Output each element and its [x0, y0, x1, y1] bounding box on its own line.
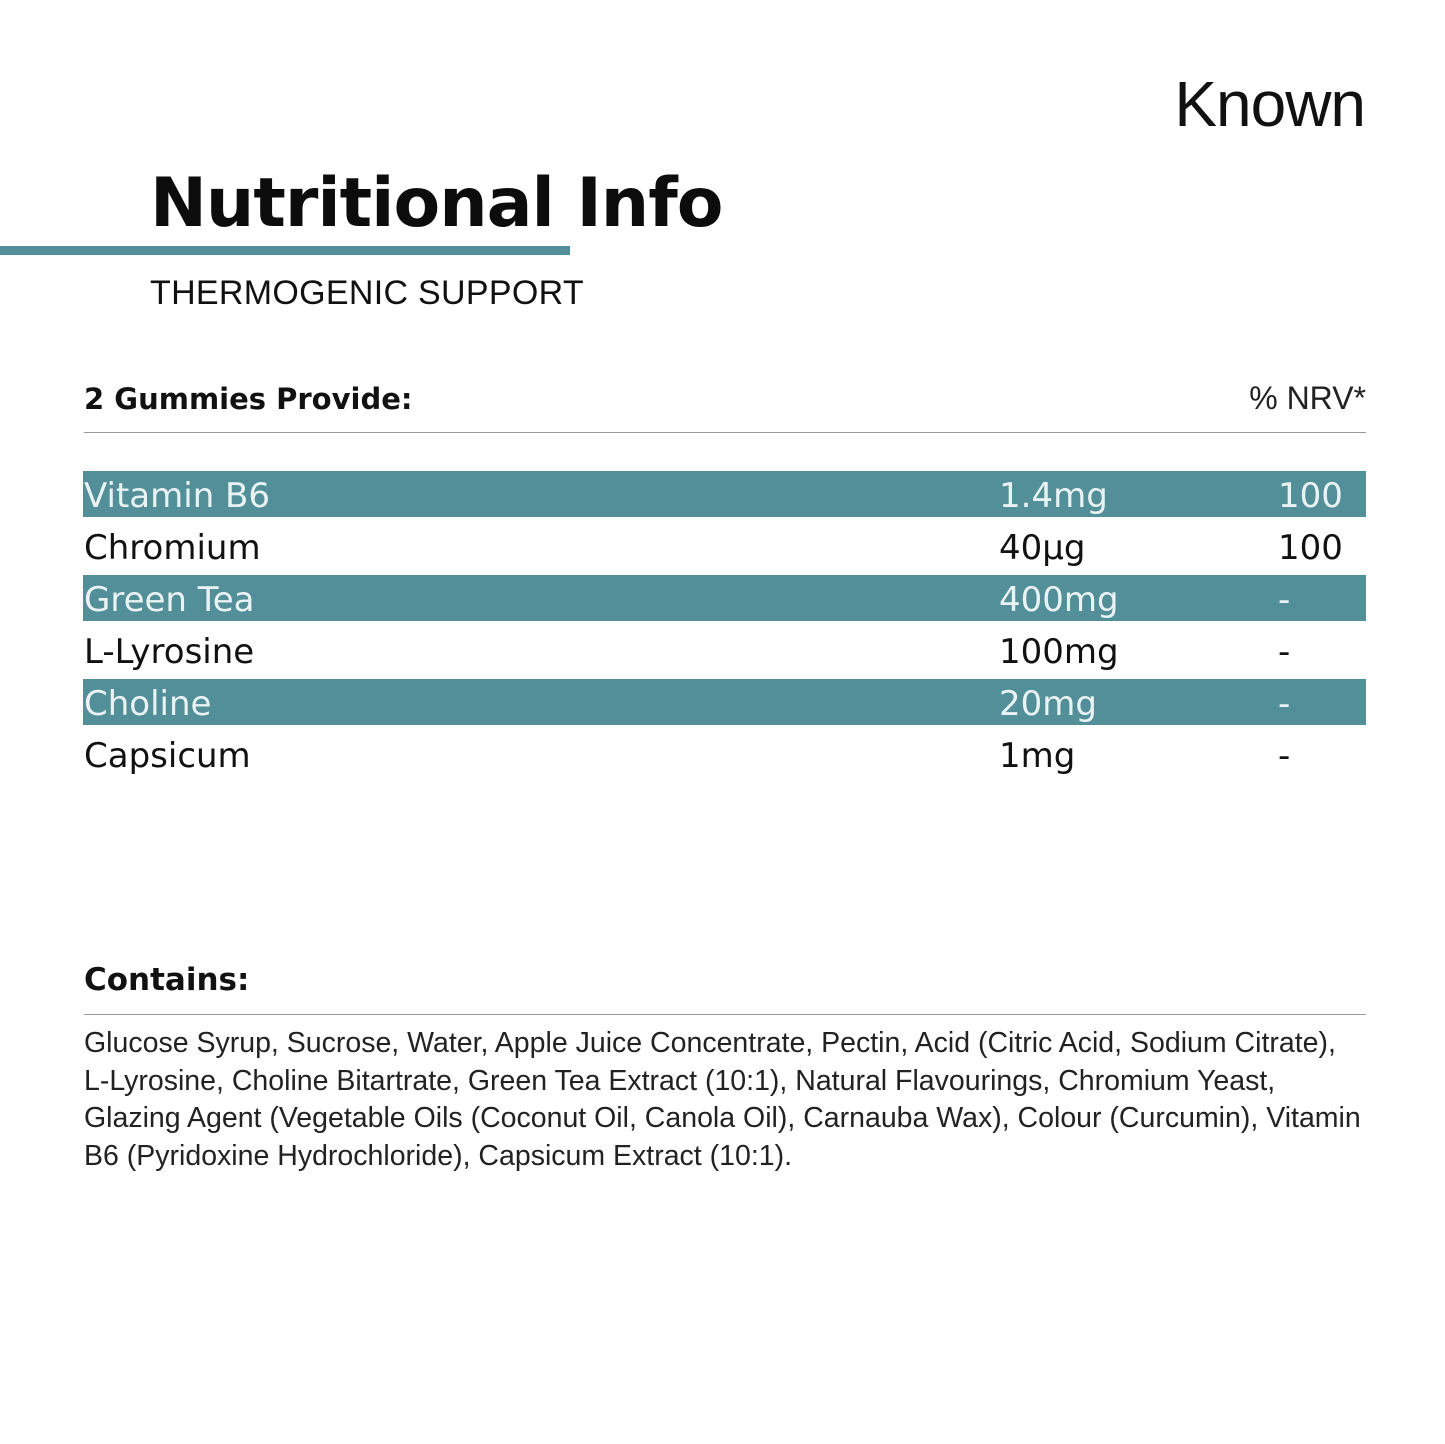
serving-label: 2 Gummies Provide: [84, 382, 413, 416]
table-row [83, 471, 1366, 517]
contains-label: Contains: [84, 962, 250, 998]
nutrient-name: Chromium [84, 528, 261, 568]
nutrient-amount: 400mg [999, 580, 1119, 620]
nutrient-amount: 40µg [999, 528, 1086, 568]
nutrient-amount: 1.4mg [999, 476, 1108, 516]
nutrient-amount: 100mg [999, 632, 1119, 672]
nutrient-amount: 20mg [999, 684, 1097, 724]
nutrition-table [83, 471, 1366, 783]
nutrient-name: Green Tea [84, 580, 255, 620]
table-row [83, 523, 1366, 569]
nutrient-nrv: - [1278, 736, 1291, 776]
nutrient-name: L-Lyrosine [84, 632, 255, 672]
page-title: Nutritional Info [150, 164, 723, 243]
brand-logo: Known [1174, 68, 1365, 140]
nutrient-nrv: 100 [1278, 528, 1343, 568]
nutrition-table-header [84, 378, 1366, 433]
nutrient-nrv: - [1278, 632, 1291, 672]
table-row [83, 575, 1366, 621]
nutrient-name: Capsicum [84, 736, 251, 776]
title-accent-bar [0, 246, 570, 255]
product-subtitle: THERMOGENIC SUPPORT [150, 274, 584, 312]
nutrient-amount: 1mg [999, 736, 1076, 776]
table-row [83, 679, 1366, 725]
nutrient-name: Choline [84, 684, 212, 724]
ingredients-list: Glucose Syrup, Sucrose, Water, Apple Juice Concentrate, Pectin, Acid (Citric Acid, Sodium Citrate), L-Lyrosine, Choline Bitartrate, Green Tea Extract (10:1), Natural Flavourings, Chromium Yeast, Glazing Agent (Vegetable Oils (Coconut Oil, Canola Oil), Carnauba Wax), Colour (Curcumin), Vitamin B6 (Pyridoxine Hydrochloride), Capsicum Extract (10:1). [84, 1027, 1361, 1172]
table-row [83, 627, 1366, 673]
nutrient-nrv: - [1278, 684, 1291, 724]
nutrient-nrv: - [1278, 580, 1291, 620]
nutrient-name: Vitamin B6 [84, 476, 271, 516]
nrv-column-header: % NRV* [1249, 380, 1366, 416]
contains-header [84, 958, 1366, 1015]
table-row [83, 731, 1366, 777]
nutrient-nrv: 100 [1278, 476, 1343, 516]
